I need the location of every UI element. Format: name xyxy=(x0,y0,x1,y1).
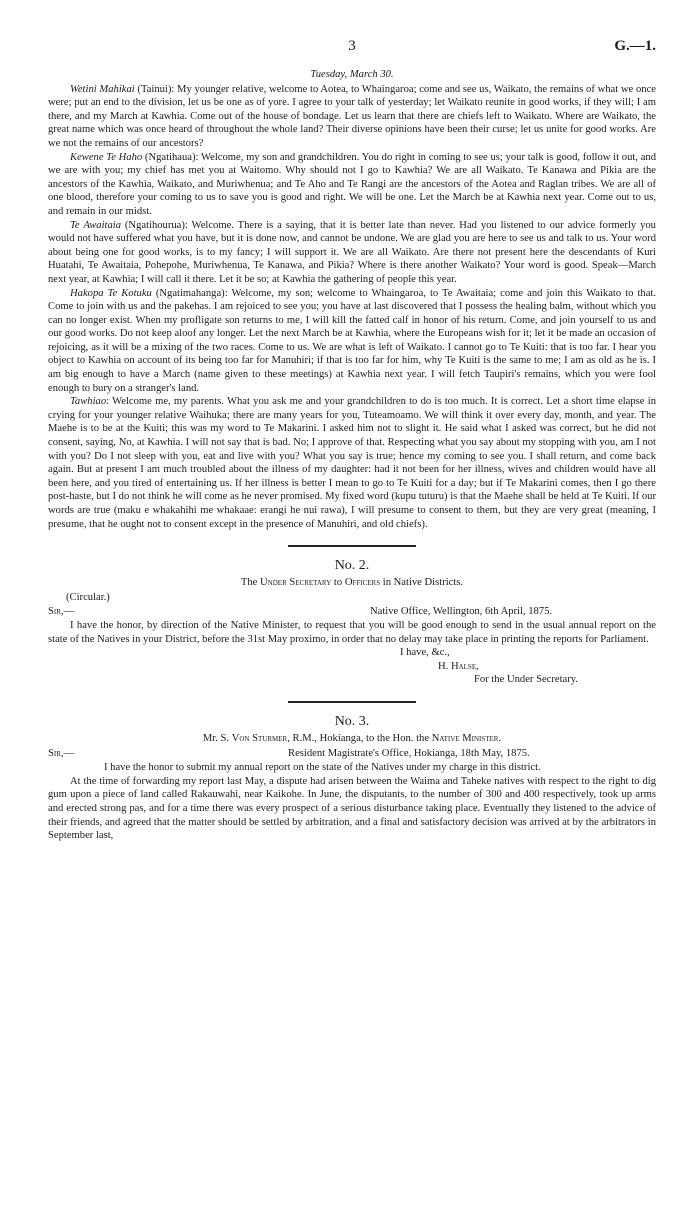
signature-title: For the Under Secretary. xyxy=(474,674,579,686)
speaker-name: Hakopa Te Kotuku xyxy=(70,287,152,299)
document-reference: G.—1. xyxy=(614,38,656,54)
salutation: Sir,— xyxy=(48,605,75,617)
page-header xyxy=(48,40,656,62)
subtitle-part: Native Minister xyxy=(431,732,499,744)
subtitle-part: Officers xyxy=(344,576,381,588)
section-divider xyxy=(288,545,416,547)
speaker-name: Te Awaitaia xyxy=(70,219,121,231)
speech-paragraph xyxy=(48,287,656,396)
report-paragraph: I have the honor to submit my annual report on the state of the Natives under my charge in this district. xyxy=(104,762,541,774)
speech-text: (Ngatihourua): Welcome. There is a saying, that it is better late than never. Had you listened to our advice formerly you would not have suffered what you have, but it is done now, and cannot be undone. We are glad you are here to see us and talk to us. Your word about being one for good works, is to my fancy; I will support it. We are all Waikato. Are there not present here the descendants of Kuri Huatahi, Te Awaitaia, Pohepohe, Muriwhenua, Te Kanawa, and Pikia? Where is there another Waikato? Your word is good. Speak—March next year, at Kawhia; I will call it there. Let it be so; at Kawhia the gathering of people this year. xyxy=(48,219,656,285)
section-divider xyxy=(288,701,416,703)
section-no-2 xyxy=(48,559,656,687)
salutation: Sir,— xyxy=(48,748,75,760)
letter-body: I have the honor, by direction of the Native Minister, to request that you will be good enough to send in the usual annual report on the state of the Natives in your District, before the 31st May proximo, in order that no delay may take place in printing the reports for Parliament. xyxy=(48,619,656,645)
speaker-name: Wetini Mahikai xyxy=(70,83,135,95)
section-subtitle xyxy=(48,732,656,746)
subtitle-part: . xyxy=(498,732,502,744)
section-title: No. 2. xyxy=(334,558,370,574)
subtitle-part: to xyxy=(331,576,345,588)
sender-address: Native Office, Wellington, 6th April, 1875. xyxy=(370,605,553,617)
salutation-line xyxy=(48,605,656,619)
speech-text: (Ngatimahanga): Welcome, my son; welcome to Whaingaroa, to Te Awaitaia; come and join this Waikato to that. Come to join with us and the pakehas. I am rejoiced to see you; you have at last discovered that I possess the healing balm, without which you can no longer exist. When my profligate son returns to me, I will kill the fatted calf in honor of his return. Come, and join yourself to us and our good works. Do not keep aloof any longer. Let the next March be at Kawhia, where the Europeans wish for it; let it be made an occasion of rejoicing, as it will be a mixing of the two races. Come to us. We are what is left of Waikato. I cannot go to Te Kuiti: that is too far. I hear you object to Kawhia on account of its being too far for Manuhiri; if that is too far for him, why Te Kuiti is the same to me; I am as old as he is. I am big enough to have a March (name given to these meetings) at Kawhia next year. I will fetch Taupiri's remains, which you were fool enough to bury on a stranger's land. xyxy=(48,287,656,394)
subtitle-part: Von Sturmer xyxy=(231,732,288,744)
dateline: Tuesday, March 30. xyxy=(310,69,394,80)
speech-text: (Ngatihaua): Welcome, my son and grandchildren. You do right in coming to see us; your talk is good, follow it out, and we are with you; my chief has met you at Waitomo. Why should not I go to Kawhia? We are all Waikato. Te Kanawa and Pikia are the ancestors of the Kawhia, Waikato, and Muriwhenua; and Te Aho and Te Rangi are the ancestors of the Aotea and Raglan tribes. We are all of one blood, therefore your coming to us to save you is good and right. We will be one. Let the March be at Kawhia next year. Come out to us, and remain in our midst. xyxy=(48,151,656,217)
speech-text: (Tainui): My younger relative, welcome to Aotea, to Whaingaroa; come and see us, Waikato, the remains of what we once were; put an end to the division, let us be one as of yore. I agree to your talk of yesterday; let Waikato reunite in good works, if they will; I am there, and my March at Kawhia. Come out of the house of bondage. Let us learn that there are chiefs left to Waikato. Where are Waikato, the great name which was once heard of throughout the whole land? Their diverse opinions have been their curse; let us unite for good works. Are we not the remains of our ancestors? xyxy=(48,83,656,149)
speaker-name: Kewene Te Haho xyxy=(70,151,143,163)
speech-paragraph xyxy=(48,219,656,287)
salutation-line xyxy=(48,747,656,761)
letter-closing: I have, &c., xyxy=(400,647,450,659)
speaker-name: Tawhiao xyxy=(70,396,107,408)
speech-paragraph xyxy=(48,83,656,151)
subtitle-part: Under Secretary xyxy=(260,576,332,588)
page-number: 3 xyxy=(348,38,356,54)
subtitle-part: in Native Districts. xyxy=(380,576,464,588)
signature-name: H. Halse, xyxy=(438,660,479,672)
section-title: No. 3. xyxy=(334,713,370,729)
circular-label: (Circular.) xyxy=(66,592,110,604)
subtitle-part: Mr. S. xyxy=(202,732,232,744)
report-paragraph: At the time of forwarding my report last May, a dispute had arisen between the Waima and Taheke natives with respect to the right to dig gum upon a piece of land called Rakauwahi, near Kaikohe. In June, the disputants, to the number of 300 and 400 respectively, took up arms and erected strong pas, and for a time there was every prospect of a serious disturbance taking place. Eventually they listened to the advice of their friends, and agreed that the matter should be settled by arbitration, and a final and satisfactory decision was arrived at by the arbitrators in September last, xyxy=(48,775,656,842)
section-no-3 xyxy=(48,715,656,843)
speech-paragraph xyxy=(48,395,656,531)
subtitle-part: , R.M., Hokianga, to the Hon. the xyxy=(287,732,432,744)
subtitle-part: The xyxy=(240,576,261,588)
section-subtitle xyxy=(48,576,656,590)
speech-text: : Welcome me, my parents. What you ask me and your grandchildren to do is too much. It is correct. Let a short time elapse in crying for your younger relative Waihuka; there are many years for you, Tuteamoamo. We will think it over every day, month, and year. The Maehe is to be at the Kuiti; this was my word to Te Makarini. I asked him not to slight it. He said what I asked was correct, but he did not consent, saying, No, at Kawhia. I will not say that is bad. No; I approve of that. Respecting what you say about my stopping with you, am I not with you? Do I not sleep with you, eat and live with you? What you say is true; hence my coming to see you. I shall return, and come back again. But at present I am much troubled about the illness of my daughter: had it not been for her illness, wives and children would have all been here, and you tired of entertaining us. If her illness is better I mean to go to Te Kuiti for a day; but if Te Makarini comes, then I go there post-haste, but I do not think he will come as he never promised. My fixed word (kupu tuturu) is that the Maehe shall be held at Te Kuiti. If our words are true (maku e whakahihi me whakaae: erangi he nui rawa), I will presume to consent to them, but they are very great (meaning, I presume, that he ought not to consent except in the presence of Manuhiri, and old chiefs). xyxy=(48,396,656,530)
sender-address: Resident Magistrate's Office, Hokianga, 18th May, 1875. xyxy=(288,748,530,760)
speech-paragraph xyxy=(48,151,656,219)
